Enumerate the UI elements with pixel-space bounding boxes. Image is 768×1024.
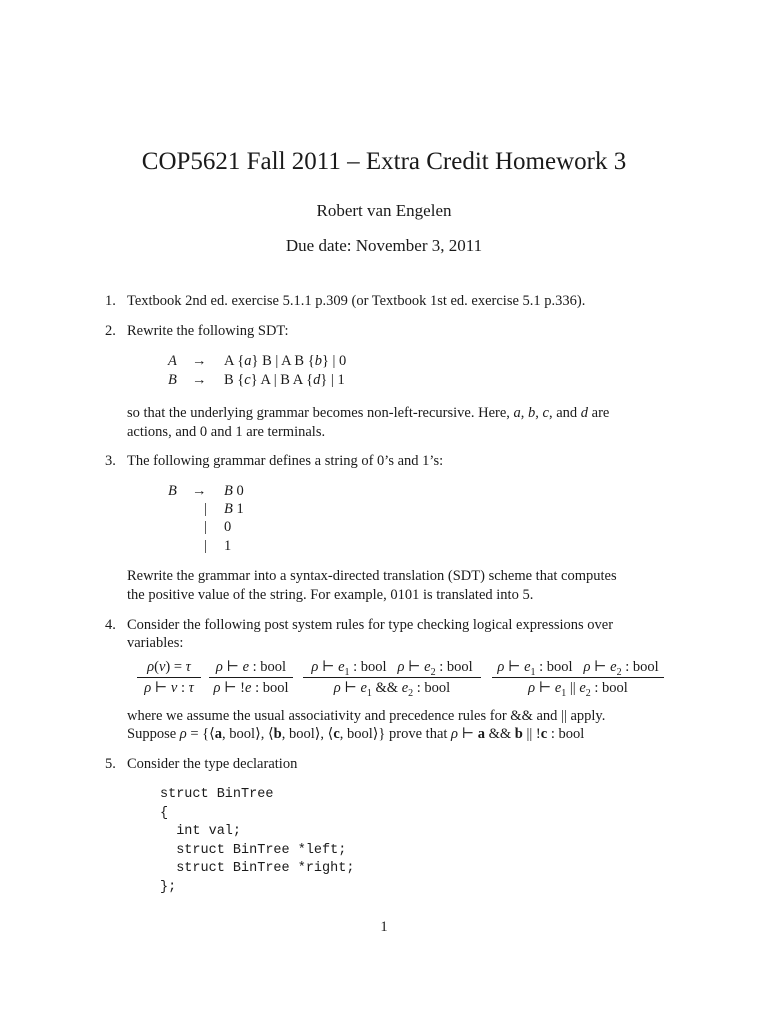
grammar-rhs: A {a} B | A B {b} | 0 <box>224 353 347 369</box>
code-line: struct BinTree *left; <box>160 842 347 858</box>
grammar-lhs: B <box>168 483 177 499</box>
item-intro: Consider the following post system rules for type checking logical expressions over <box>127 617 614 633</box>
grammar-bar: | <box>204 519 207 535</box>
item-explanation: Rewrite the grammar into a syntax-directed translation (SDT) scheme that computes <box>127 568 617 584</box>
rule-var: $\frac{\rho(v) = \tau}{\rho ⊢ v : \tau}$ <box>137 658 201 697</box>
grammar-rhs: B {c} A | B A {d} | 1 <box>224 372 345 388</box>
grammar-arrow: → <box>192 372 207 388</box>
grammar-lhs: B <box>168 372 177 388</box>
item-number: 2. <box>105 323 116 339</box>
code-line: { <box>160 805 169 821</box>
due-date: Due date: November 3, 2011 <box>285 236 483 255</box>
code-line: struct BinTree *right; <box>160 861 355 876</box>
grammar-arrow: → <box>192 353 207 369</box>
item-intro: Consider the type declaration <box>127 756 298 772</box>
page-number: 1 <box>380 919 388 935</box>
code-block <box>160 786 354 897</box>
item-explanation: where we assume the usual associativity and precedence rules for && and || apply. <box>127 708 606 724</box>
grammar-bar: | <box>204 538 207 554</box>
item-intro-cont: variables: <box>127 635 184 651</box>
code-line: int val; <box>160 824 242 839</box>
item-explanation-cont: Suppose ρ = {⟨a, bool⟩, ⟨b, bool⟩, ⟨c, bool⟩} prove that ρ ⊢ a && b || !c : bool <box>127 726 585 742</box>
item-number: 3. <box>105 453 116 469</box>
author-name: Robert van Engelen <box>316 201 452 220</box>
rule-and: ρ ⊢ $e_1$ : bool ρ ⊢ $e_2$ : bool ρ ⊢ $e_1$ && $e_2$ : bool <box>303 658 481 697</box>
item-explanation: so that the underlying grammar becomes non-left-recursive. Here, a, b, c, and d are <box>127 405 610 421</box>
document-title: COP5621 Fall 2011 – Extra Credit Homework 3 <box>141 148 627 175</box>
grammar-alt: B 0 <box>224 483 244 499</box>
item-intro: Rewrite the following SDT: <box>127 323 289 339</box>
rule-not: ρ ⊢ e : bool ρ ⊢ !e : bool <box>209 658 293 697</box>
item-explanation-cont: actions, and 0 and 1 are terminals. <box>127 424 326 440</box>
code-line: struct BinTree <box>160 787 274 802</box>
grammar-bar: | <box>204 501 207 517</box>
item-number: 1. <box>105 293 116 309</box>
grammar-alt: 1 <box>224 538 232 554</box>
code-line: }; <box>160 879 177 895</box>
grammar-alt: B 1 <box>224 501 244 517</box>
grammar-lhs: A <box>168 353 177 369</box>
grammar-arrow: → <box>192 483 207 499</box>
rule-or: ρ ⊢ $e_1$ : bool ρ ⊢ $e_2$ : bool ρ ⊢ $e_1$ || $e_2$ : bool <box>492 658 664 697</box>
item-number: 5. <box>105 756 116 772</box>
item-intro: The following grammar defines a string of 0’s and 1’s: <box>127 453 444 469</box>
item-text: Textbook 2nd ed. exercise 5.1.1 p.309 (or Textbook 1st ed. exercise 5.1 p.336). <box>127 293 586 309</box>
grammar-alt: 0 <box>224 519 232 535</box>
item-explanation-cont: the positive value of the string. For example, 0101 is translated into 5. <box>127 587 534 603</box>
item-number: 4. <box>105 617 116 633</box>
